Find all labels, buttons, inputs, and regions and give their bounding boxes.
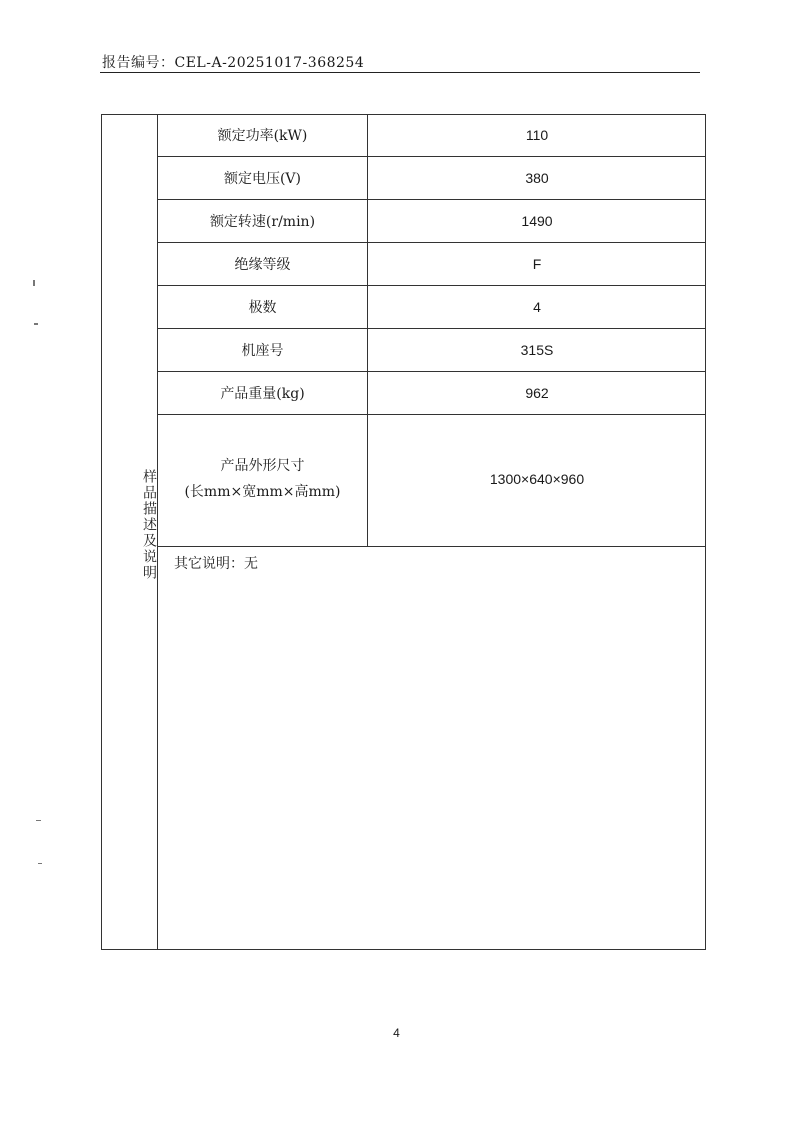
- side-label: 样品描述及说明: [141, 469, 157, 581]
- other-notes: 其它说明：无: [174, 556, 258, 572]
- row-label: 绝缘等级: [158, 243, 368, 285]
- table-row-dimensions: [158, 412, 706, 547]
- table-row-frame-size: [158, 329, 706, 372]
- row-value: 315S: [520, 342, 554, 358]
- header-divider: [100, 72, 700, 73]
- row-value: 110: [525, 127, 549, 143]
- row-value: 1300×640×960: [489, 471, 585, 487]
- report-number: 报告编号：CEL-A-20251017-368254: [102, 55, 365, 71]
- row-label: 额定转速(r/min): [158, 200, 368, 242]
- sample-side-column: [101, 114, 158, 950]
- scan-mark: [34, 323, 38, 325]
- row-label: 额定电压(V): [158, 157, 368, 199]
- table-row-rated-speed: [158, 200, 706, 243]
- row-label: 额定功率(kW): [158, 114, 368, 156]
- page-number: 4: [393, 1026, 400, 1040]
- row-label: 机座号: [158, 329, 368, 371]
- row-label: [158, 412, 368, 546]
- table-row-rated-voltage: [158, 157, 706, 200]
- table-row-rated-power: [158, 114, 706, 157]
- row-value: 962: [525, 385, 549, 401]
- table-row-poles: [158, 286, 706, 329]
- row-value: F: [532, 256, 542, 272]
- dimension-label-line2: (长mm×宽mm×高mm): [184, 484, 341, 500]
- scan-mark: [36, 820, 41, 821]
- dimension-label-line1: 产品外形尺寸: [220, 458, 305, 474]
- row-value: 4: [533, 299, 541, 315]
- scan-mark: [33, 280, 35, 286]
- scan-mark: [38, 863, 42, 864]
- row-value: 1490: [521, 213, 553, 229]
- row-label: 极数: [158, 286, 368, 328]
- table-row-insulation-class: [158, 243, 706, 286]
- table-row-weight: [158, 372, 706, 415]
- row-value: 380: [525, 170, 549, 186]
- row-label: 产品重量(kg): [158, 372, 368, 414]
